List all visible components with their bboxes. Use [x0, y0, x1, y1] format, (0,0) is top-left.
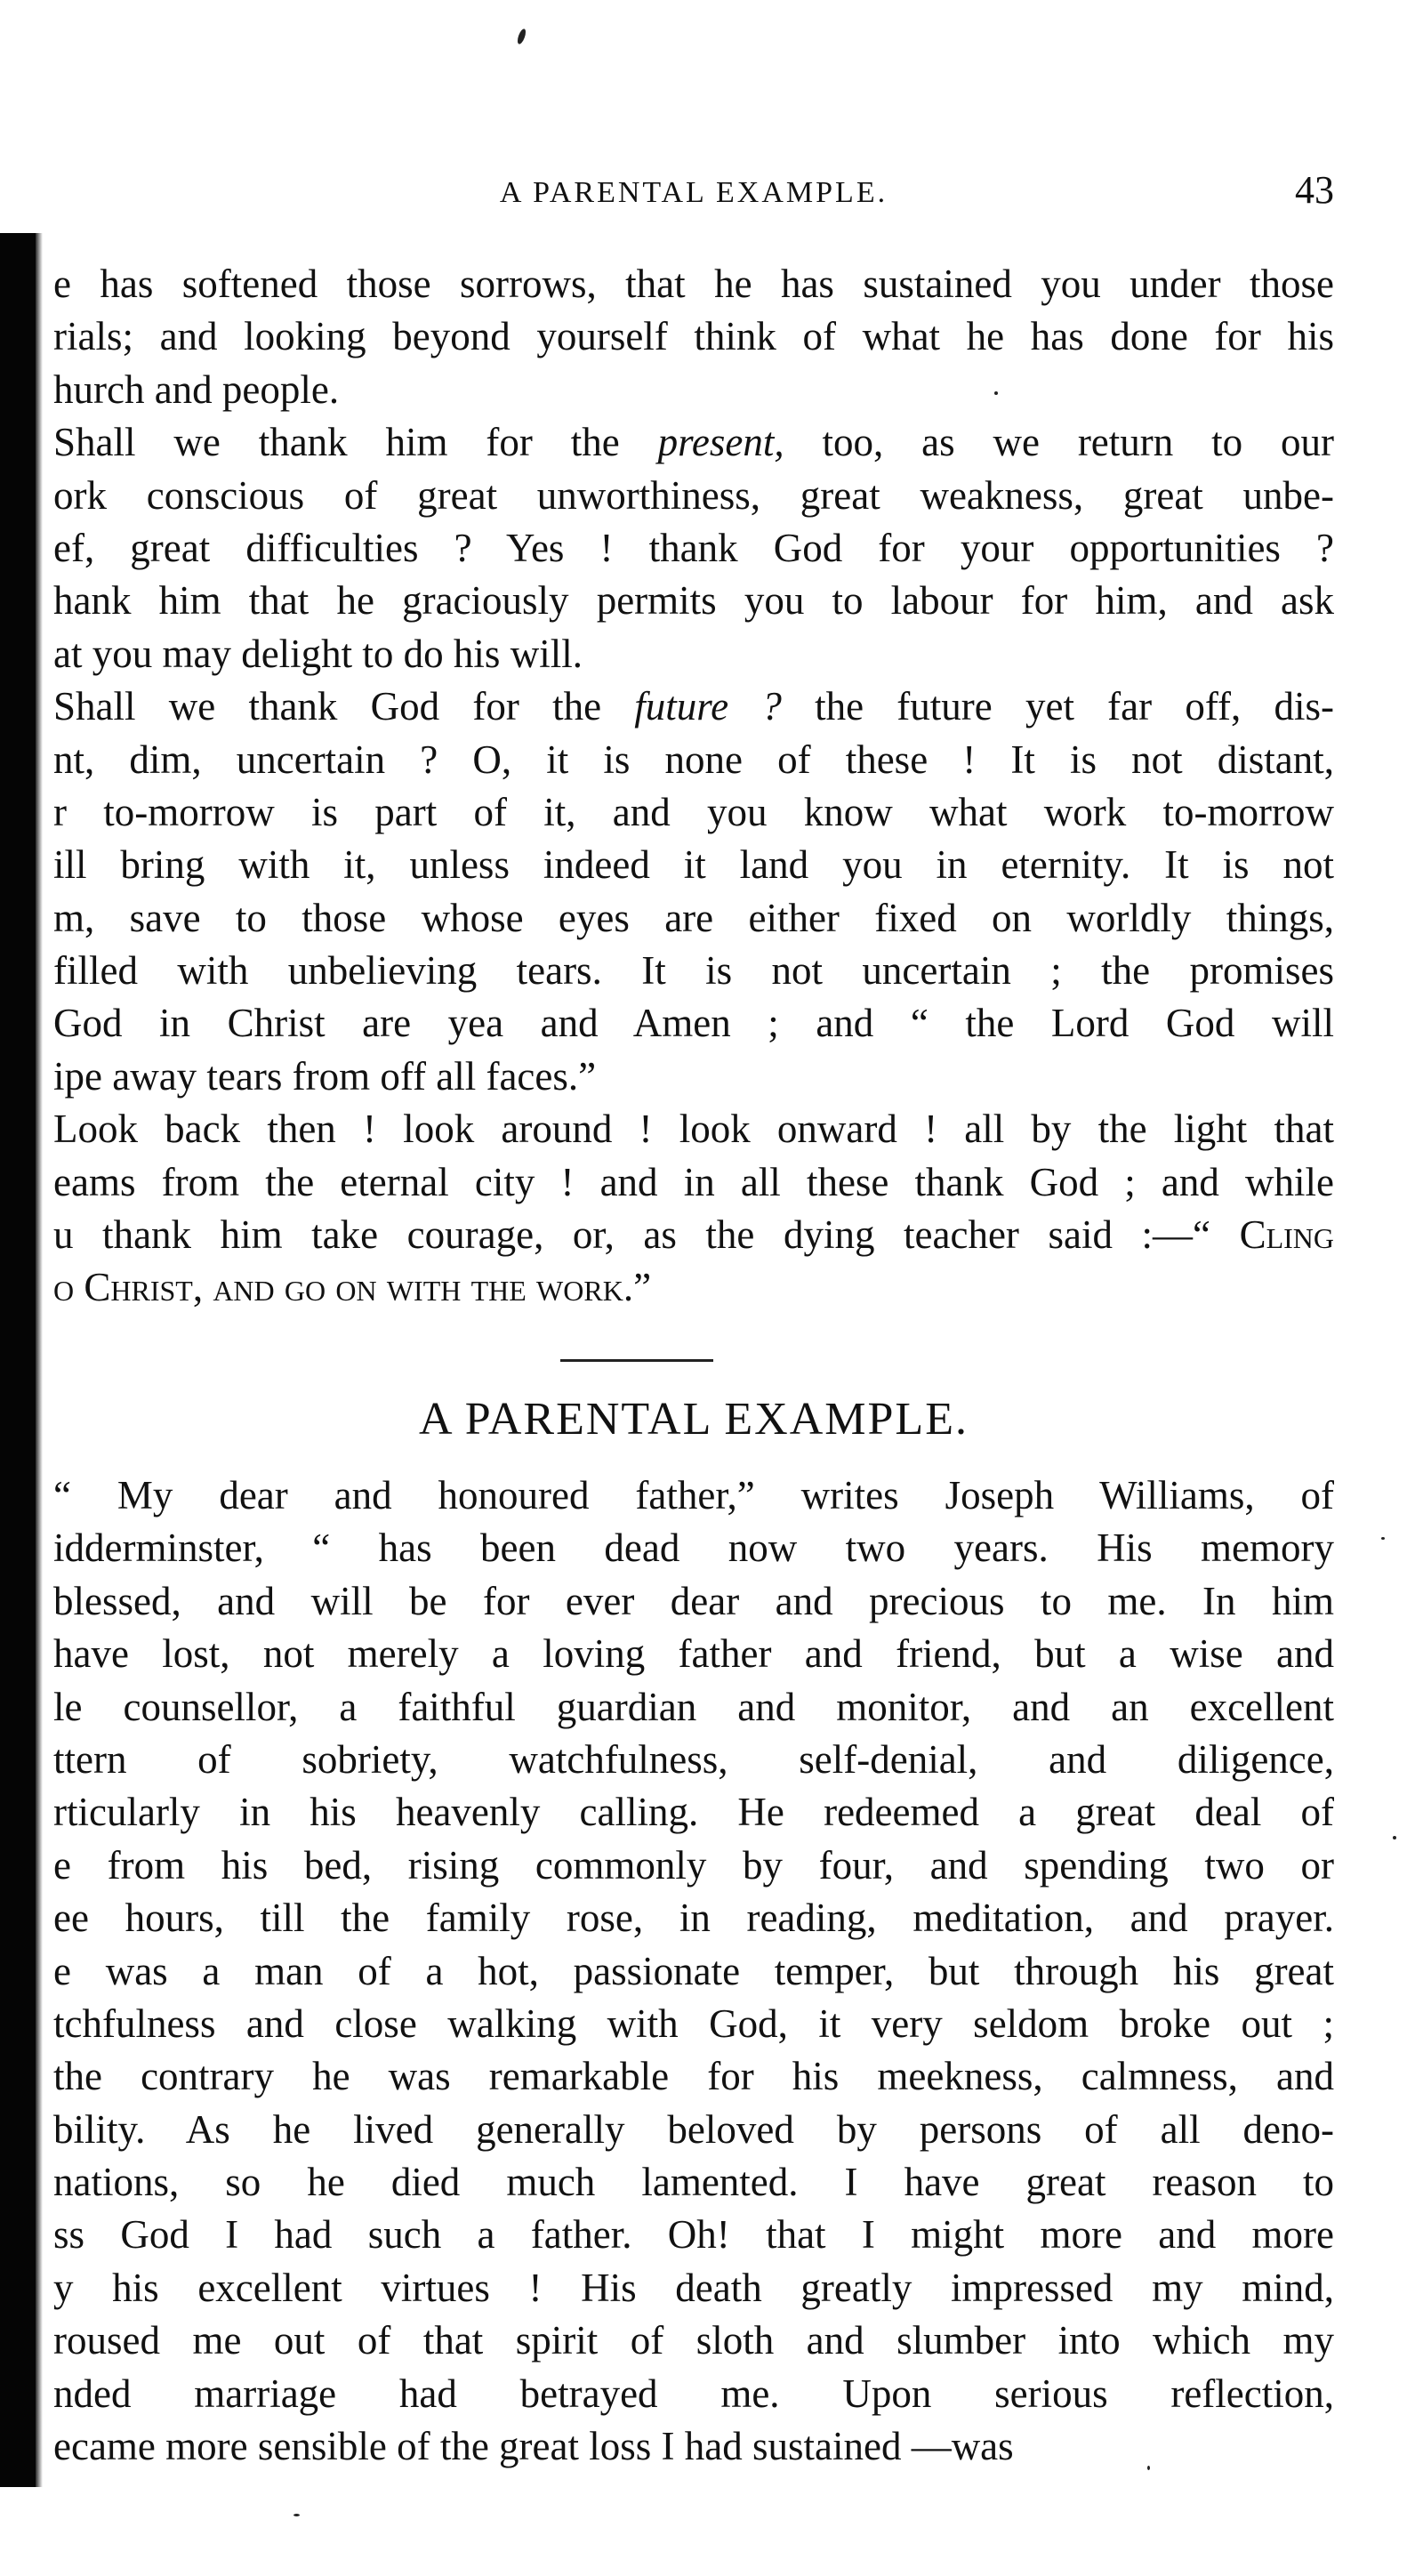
- line-text: m, save to those whose eyes are either fixed on worldly things,: [53, 895, 1334, 940]
- text-line: [53, 1945, 1334, 1998]
- ink-speck: [1381, 1537, 1385, 1540]
- text-line: [53, 470, 1334, 522]
- line-text: le counsellor, a faithful guardian and monitor, and an excellent: [53, 1684, 1334, 1729]
- line-text: hank him that he graciously permits you to labour for him, and ask: [53, 578, 1334, 624]
- text-line: [53, 1628, 1334, 1680]
- text-line: [53, 1522, 1334, 1574]
- text-line: [53, 2104, 1334, 2156]
- line-text: y his excellent virtues ! His death greatly impressed my mind,: [53, 2265, 1334, 2310]
- line-text: ee hours, till the family rose, in reading, meditation, and prayer.: [53, 1896, 1334, 1941]
- line-text: blessed, and will be for ever dear and precious to me. In him: [53, 1578, 1334, 1623]
- text-block-previous-article: [53, 258, 1334, 1315]
- text-line: [53, 680, 1334, 733]
- page-header: [53, 167, 1334, 221]
- ink-speck: [1393, 1836, 1396, 1839]
- text-line: [53, 1156, 1334, 1209]
- text-line: [53, 1051, 1334, 1103]
- binding-shadow-edge: [36, 233, 43, 2487]
- text-line: [53, 2262, 1334, 2314]
- line-text: have lost, not merely a loving father and friend, but a wise and: [53, 1631, 1334, 1677]
- text-block-parental-example: [53, 1469, 1334, 2473]
- text-line: [53, 1469, 1334, 1522]
- line-text: rticularly in his heavenly calling. He redeemed a great deal of: [53, 1790, 1334, 1835]
- line-text: e was a man of a hot, passionate temper, but through his great: [53, 1948, 1334, 1993]
- text-line: [53, 786, 1334, 839]
- text-line: [53, 575, 1334, 627]
- ink-speck: [516, 28, 527, 44]
- text-line: [53, 2050, 1334, 2103]
- emphasized-text: present,: [657, 420, 784, 465]
- text-line: [53, 1786, 1334, 1839]
- binding-shadow: [0, 233, 36, 2487]
- line-text: nded marriage had betrayed me. Upon serious reflection,: [53, 2371, 1334, 2416]
- text-line: [53, 734, 1334, 786]
- section-divider: [560, 1359, 713, 1362]
- text-line: [53, 1103, 1334, 1155]
- line-text: eams from the eternal city ! and in all these thank God ; and while: [53, 1159, 1334, 1204]
- text-line: [53, 628, 1334, 680]
- line-text: ecame more sensible of the great loss I had sustained —was: [53, 2424, 1014, 2469]
- text-line: [53, 997, 1334, 1050]
- text-line: [53, 364, 1334, 416]
- text-line: [53, 945, 1334, 997]
- line-text: ork conscious of great unworthiness, great weakness, great unbe-: [53, 472, 1334, 518]
- text-line: [53, 416, 1334, 469]
- text-line: [53, 892, 1334, 945]
- line-text: God in Christ are yea and Amen ; and “ the Lord God will: [53, 1001, 1334, 1046]
- running-title: A PARENTAL EXAMPLE.: [499, 176, 888, 209]
- text-line: [53, 839, 1334, 891]
- section-title: A PARENTAL EXAMPLE.: [419, 1394, 969, 1445]
- emphasized-text: future ?: [634, 684, 782, 729]
- small-caps-text: Cling: [1239, 1212, 1334, 1258]
- line-text: ef, great difficulties ? Yes ! thank God for your opportunities ?: [53, 525, 1334, 570]
- small-caps-text: o Christ, and go on with the work.”: [53, 1265, 652, 1310]
- text-line: [53, 2368, 1334, 2420]
- line-text: Shall we thank him for the: [53, 420, 658, 465]
- text-line: [53, 1892, 1334, 1944]
- line-text: at you may delight to do his will.: [53, 631, 583, 676]
- line-text: nt, dim, uncertain ? O, it is none of these ! It is not distant,: [53, 737, 1334, 782]
- line-text: filled with unbelieving tears. It is not uncertain ; the promises: [53, 948, 1334, 994]
- line-text: rials; and looking beyond yourself think of what he has done for his: [53, 314, 1334, 359]
- line-text: hurch and people.: [53, 366, 340, 412]
- line-text: idderminster, “ has been dead now two years. His memory: [53, 1525, 1334, 1571]
- line-text: nations, so he died much lamented. I have great reason to: [53, 2160, 1334, 2205]
- ink-speck: [293, 2514, 300, 2516]
- text-line: [53, 1734, 1334, 1786]
- line-text: the contrary he was remarkable for his meekness, calmness, and: [53, 2054, 1334, 2099]
- line-text: bility. As he lived generally beloved by persons of all deno-: [53, 2106, 1334, 2152]
- text-line: [53, 1681, 1334, 1734]
- text-line: [53, 258, 1334, 310]
- line-text: ss God I had such a father. Oh! that I might more and more: [53, 2212, 1334, 2258]
- text-line: [53, 2156, 1334, 2209]
- line-text: e has softened those sorrows, that he has sustained you under those: [53, 262, 1334, 306]
- text-line: [53, 310, 1334, 363]
- text-line: [53, 1261, 1334, 1314]
- line-text: r to-morrow is part of it, and you know what work to-morrow: [53, 789, 1334, 834]
- text-line: [53, 1839, 1334, 1892]
- line-text: the future yet far off, dis-: [781, 684, 1334, 729]
- text-line: [53, 1998, 1334, 2050]
- line-text: “ My dear and honoured father,” writes Joseph Williams, of: [53, 1473, 1334, 1517]
- line-text: ttern of sobriety, watchfulness, self-denial, and diligence,: [53, 1736, 1334, 1782]
- text-line: [53, 1209, 1334, 1261]
- text-line: [53, 2420, 1334, 2473]
- text-line: [53, 1575, 1334, 1628]
- line-text: u thank him take courage, or, as the dying teacher said :—“: [53, 1212, 1240, 1258]
- text-line: [53, 522, 1334, 575]
- line-text: Look back then ! look around ! look onward ! all by the light that: [53, 1107, 1334, 1152]
- page-number: 43: [1295, 168, 1334, 212]
- line-text: Shall we thank God for the: [53, 684, 635, 729]
- line-text: too, as we return to our: [784, 420, 1334, 465]
- line-text: roused me out of that spirit of sloth and slumber into which my: [53, 2318, 1334, 2363]
- line-text: ipe away tears from off all faces.”: [53, 1053, 597, 1099]
- text-line: [53, 2314, 1334, 2367]
- line-text: tchfulness and close walking with God, it very seldom broke out ;: [53, 2000, 1334, 2046]
- line-text: e from his bed, rising commonly by four, and spending two or: [53, 1842, 1334, 1888]
- text-line: [53, 2209, 1334, 2261]
- line-text: ill bring with it, unless indeed it land you in eternity. It is not: [53, 842, 1334, 888]
